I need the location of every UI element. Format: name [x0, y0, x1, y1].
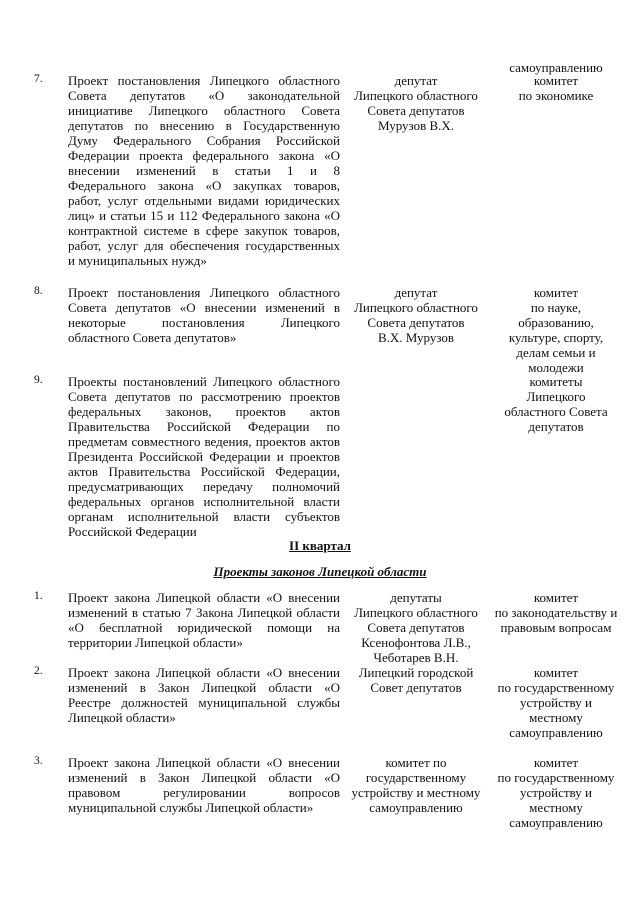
- item-author-line: депутат: [394, 73, 438, 88]
- item-responsible-line: областного Совета: [504, 404, 608, 419]
- item-responsible-line: комитет: [533, 73, 579, 88]
- item-author-line: В.Х. Мурузов: [377, 330, 455, 345]
- item-author-line: самоуправлению: [369, 800, 463, 815]
- item-responsible-line: по законодательству и: [494, 605, 618, 620]
- item-number: 1.: [34, 590, 43, 602]
- item-title-line: Российской Федерации: [68, 524, 197, 539]
- item-number: 7.: [34, 73, 43, 85]
- item-responsible: [490, 73, 622, 103]
- item-author-line: депутат: [394, 285, 438, 300]
- item-author: [345, 755, 487, 815]
- item-number: 8.: [34, 285, 43, 297]
- item-responsible-line: по государственному: [497, 770, 615, 785]
- item-responsible-line: самоуправлению: [509, 60, 603, 75]
- item-title-line: Федерального закона «О закупках товаров,: [68, 178, 340, 193]
- item-title: [68, 374, 340, 539]
- plan-item: [0, 755, 640, 830]
- item-author-line: Совета депутатов: [367, 315, 465, 330]
- item-title-line: изменений в Закон Липецкой области «О: [68, 770, 340, 785]
- item-responsible-line: культуре, спорту,: [508, 330, 604, 345]
- item-title-line: изменений в статью 7 Закона Липецкой области: [68, 605, 340, 620]
- item-title-line: Президента Российской Федерации и проектов: [68, 449, 340, 464]
- item-author-line: устройству и местному: [351, 785, 481, 800]
- item-title-line: Думу Федерального Собрания Российской: [68, 133, 340, 148]
- item-title-line: Реестре должностей муниципальной службы: [68, 695, 340, 710]
- item-title-line: Проект постановления Липецкого областного: [68, 285, 340, 300]
- item-title-line: муниципальной службы Липецкой области»: [68, 800, 314, 815]
- item-responsible-line: самоуправлению: [509, 815, 603, 830]
- item-author-line: Совет депутатов: [370, 680, 462, 695]
- item-author-line: Чеботарев В.Н.: [373, 650, 459, 665]
- item-responsible-line: комитет: [533, 665, 579, 680]
- item-responsible-line: делам семьи и: [516, 345, 596, 360]
- item-author: [345, 285, 487, 345]
- item-author: [345, 73, 487, 133]
- item-number: 9.: [34, 374, 43, 386]
- item-responsible: [490, 285, 622, 375]
- item-title-line: инициативе Липецкого областного Совета: [68, 103, 340, 118]
- item-title-line: Проект постановления Липецкого областного: [68, 73, 340, 88]
- item-responsible-line: по государственному: [497, 680, 615, 695]
- item-title-line: федеральных законов, проектов актов: [68, 404, 340, 419]
- item-title-line: изменений в Закон Липецкой области «О: [68, 680, 340, 695]
- section-heading: Проекты законов Липецкой области: [213, 564, 427, 579]
- item-number: 2.: [34, 665, 43, 677]
- item-title-line: Совета депутатов по рассмотрению проектов: [68, 389, 340, 404]
- item-responsible-line: образованию,: [518, 315, 594, 330]
- item-title-line: депутатов по внесению в Государственную: [68, 118, 340, 133]
- item-author-line: комитет по: [385, 755, 447, 770]
- item-author-line: Мурузов В.Х.: [377, 118, 455, 133]
- item-author-line: Совета депутатов: [367, 103, 465, 118]
- quarter-heading: II квартал: [289, 538, 351, 553]
- item-title-line: предметам совместного ведения, проектов актов: [68, 434, 340, 449]
- item-responsible-line: устройству и: [520, 785, 592, 800]
- item-title-line: актов Правительства Российской Федерации,: [68, 464, 340, 479]
- item-responsible-line: по науке,: [530, 300, 582, 315]
- item-title-line: работ, услуг отдельными видами юридических: [68, 193, 340, 208]
- item-title-line: правовом регулировании вопросов: [68, 785, 340, 800]
- item-number: 3.: [34, 755, 43, 767]
- item-responsible-line: самоуправлению: [509, 725, 603, 740]
- item-responsible-line: местному: [529, 800, 583, 815]
- item-title-line: внесении изменений в статьи 1 и 8: [68, 163, 340, 178]
- item-title: [68, 73, 340, 268]
- item-responsible: [490, 590, 622, 635]
- item-author: [345, 665, 487, 695]
- item-title-line: органам исполнительной власти субъектов: [68, 509, 340, 524]
- plan-item: [0, 590, 640, 665]
- item-responsible: [490, 755, 622, 830]
- item-responsible-line: Липецкого: [526, 389, 586, 404]
- item-author: [345, 590, 487, 665]
- plan-item: [0, 665, 640, 740]
- item-responsible-line: по экономике: [518, 88, 594, 103]
- item-title-line: и муниципальных нужд»: [68, 253, 207, 268]
- item-title: [68, 285, 340, 345]
- item-title-line: Липецкой области»: [68, 710, 176, 725]
- item-title-line: Правительства Российской Федерации по: [68, 419, 340, 434]
- item-author-line: Липецкого областного: [354, 88, 478, 103]
- item-responsible-line: правовым вопросам: [500, 620, 612, 635]
- item-title-line: областного Совета депутатов»: [68, 330, 237, 345]
- item-title-line: Проект закона Липецкой области «О внесении: [68, 590, 340, 605]
- item-title-line: лиц» и статьи 15 и 112 Федерального закона «О: [68, 208, 340, 223]
- item-title-line: работ, услуг для обеспечения государственных: [68, 238, 340, 253]
- item-title-line: территории Липецкой области»: [68, 635, 243, 650]
- item-responsible-line: молодежи: [528, 360, 584, 375]
- item-title: [68, 590, 340, 650]
- item-responsible-line: депутатов: [528, 419, 584, 434]
- item-title: [68, 665, 340, 725]
- item-title: [68, 755, 340, 815]
- plan-item: [0, 374, 640, 539]
- plan-item: [0, 73, 640, 268]
- item-title-line: Проект закона Липецкой области «О внесении: [68, 755, 340, 770]
- item-responsible: [490, 665, 622, 740]
- item-title-line: предусматривающих передачу полномочий: [68, 479, 340, 494]
- item-title-line: Совета депутатов «О внесении изменений в: [68, 300, 340, 315]
- item-title-line: контрактной системе в сфере закупок товаров,: [68, 223, 340, 238]
- item-title-line: федеральных органов исполнительной власти: [68, 494, 340, 509]
- item-responsible-line: комитеты: [529, 374, 583, 389]
- item-author-line: Ксенофонтова Л.В.,: [361, 635, 471, 650]
- item-responsible-line: комитет: [533, 755, 579, 770]
- item-title-line: «О бесплатной юридической помощи на: [68, 620, 340, 635]
- item-responsible-line: устройству и: [520, 695, 592, 710]
- item-author-line: Липецкого областного: [354, 300, 478, 315]
- item-responsible-line: комитет: [533, 590, 579, 605]
- item-title-line: Совета депутатов «О законодательной: [68, 88, 340, 103]
- carryover-row: [0, 60, 640, 75]
- item-author-line: государственному: [365, 770, 467, 785]
- item-author-line: Липецкого областного: [354, 605, 478, 620]
- item-title-line: Федерации проекта федерального закона «О: [68, 148, 340, 163]
- item-title-line: некоторые постановления Липецкого: [68, 315, 340, 330]
- item-title-line: Проекты постановлений Липецкого областного: [68, 374, 340, 389]
- item-author-line: Липецкий городской: [358, 665, 474, 680]
- plan-item: [0, 285, 640, 375]
- item-responsible-line: комитет: [533, 285, 579, 300]
- item-author-line: Совета депутатов: [367, 620, 465, 635]
- item-author-line: депутаты: [390, 590, 442, 605]
- item-responsible: [490, 374, 622, 434]
- item-responsible-line: местному: [529, 710, 583, 725]
- item-title-line: Проект закона Липецкой области «О внесении: [68, 665, 340, 680]
